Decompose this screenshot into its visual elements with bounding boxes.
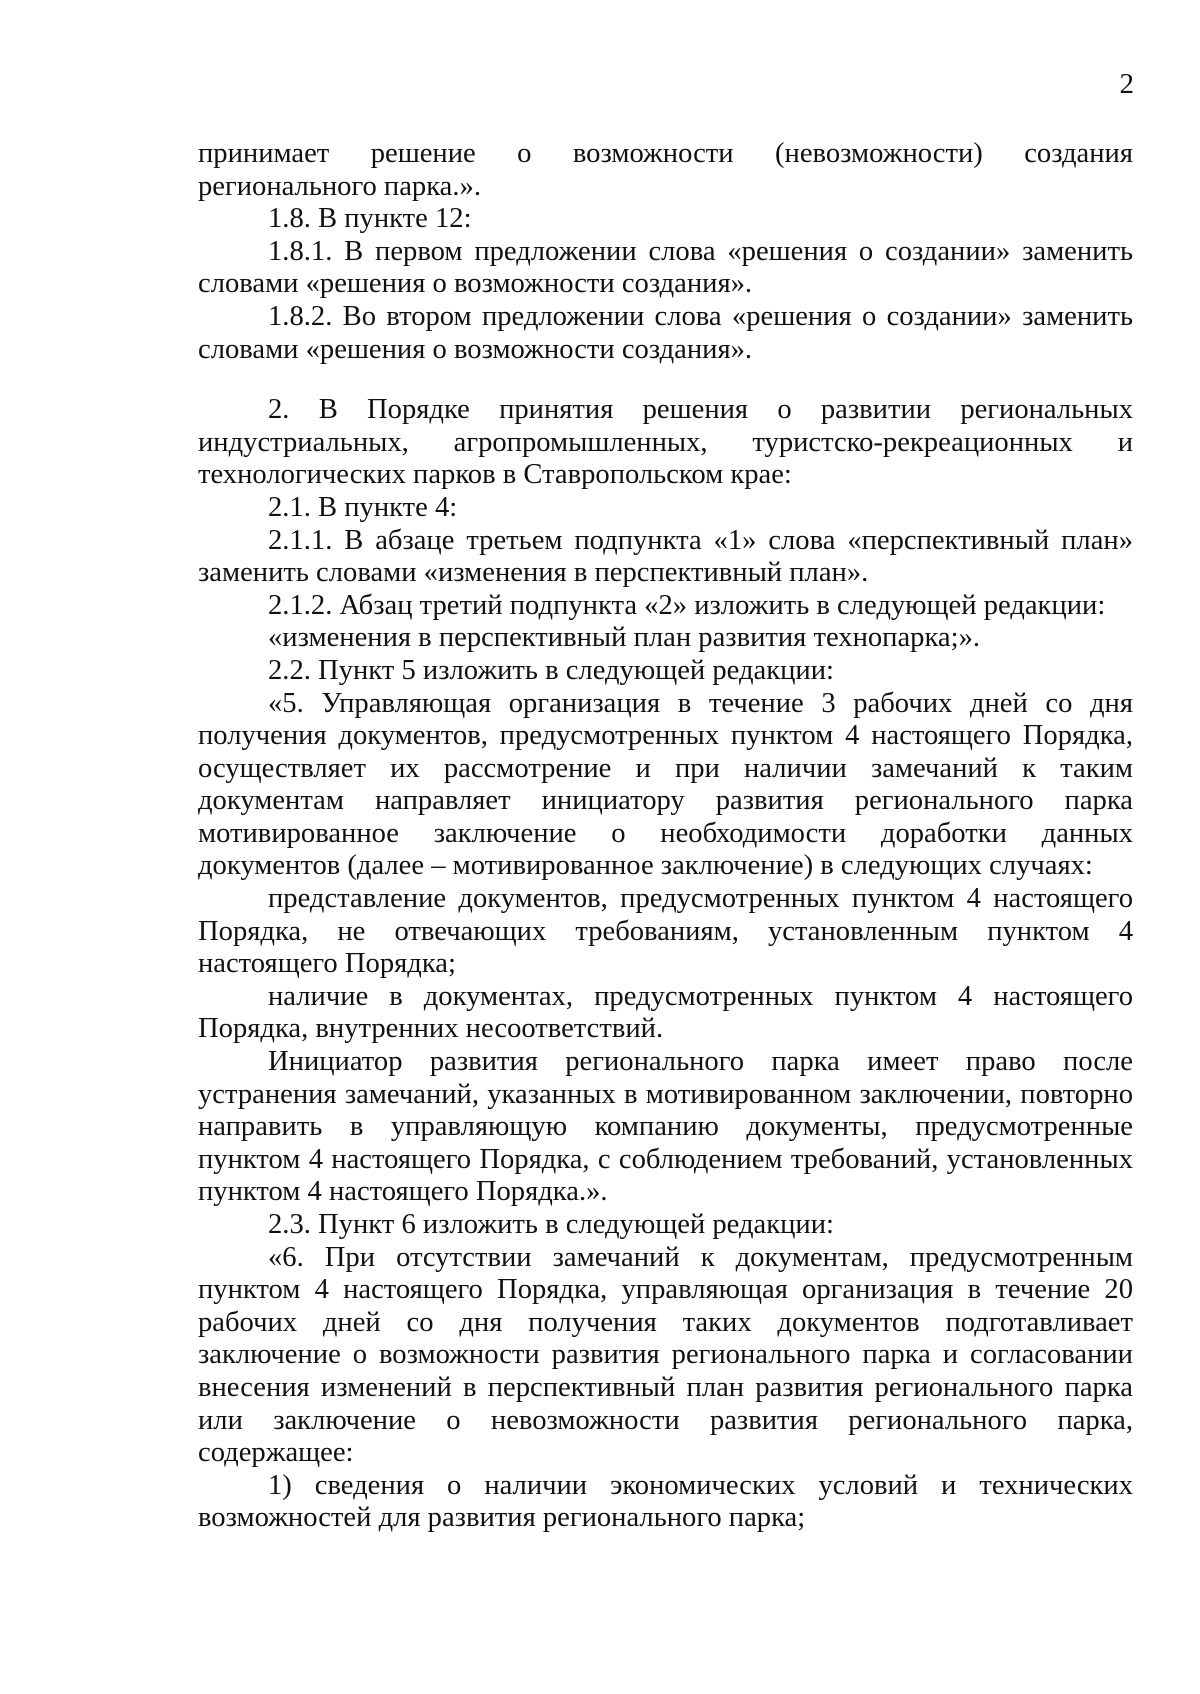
paragraph: 2. В Порядке принятия решения о развитии региональных индустриальных, агропромышленных, туристско-рекреационных и технологических парков в Ставропольском крае: (198, 394, 1133, 491)
paragraph: принимает решение о возможности (невозможности) создания регионального парка.». (198, 138, 1133, 202)
section-gap (198, 366, 1133, 394)
paragraph: 2.1.1. В абзаце третьем подпункта «1» слова «перспективный план» заменить словами «изменения в перспективный план». (198, 524, 1133, 589)
paragraph: 1.8. В пункте 12: (268, 203, 472, 235)
paragraph: «изменения в перспективный план развития технопарка;». (268, 622, 981, 654)
paragraph: 2.3. Пункт 6 изложить в следующей редакции: (268, 1209, 834, 1240)
paragraph: «6. При отсутствии замечаний к документам, предусмотренным пунктом 4 настоящего Порядка, управляющая организация в течение 20 рабочих дней со дня получения таких документов подготавливает заключение о возможности развития регионального парка и согласовании внесения изменений в перспективный план развития регионального парка или заключение о невозможности развития регионального парка, содержащее: (198, 1241, 1133, 1469)
paragraph: Инициатор развития регионального парка имеет право после устранения замечаний, указанных в мотивированном заключении, повторно направить в управляющую компанию документы, предусмотренные пунктом 4 настоящего Порядка, с соблюдением требований, установленных пунктом 4 настоящего Порядка.». (198, 1046, 1133, 1208)
paragraph: 2.1.2. Абзац третий подпункта «2» изложить в следующей редакции: (268, 589, 1106, 621)
paragraph: «5. Управляющая организация в течение 3 рабочих дней со дня получения документов, предусмотренных пунктом 4 настоящего Порядка, осуществляет их рассмотрение и при наличии замечаний к таким документам направляет инициатору развития регионального парка мотивированное заключение о необходимости доработки данных документов (далее – мотивированное заключение) в следующих случаях: (198, 687, 1133, 882)
paragraph: 1) сведения о наличии экономических условий и технических возможностей для развития регионального парка; (198, 1469, 1133, 1534)
paragraph: представление документов, предусмотренных пунктом 4 настоящего Порядка, не отвечающих требованиям, установленным пунктом 4 настоящего Порядка; (198, 883, 1133, 980)
paragraph: 2.1. В пункте 4: (268, 491, 458, 523)
paragraph: 1.8.2. Во втором предложении слова «решения о создании» заменить словами «решения о возможности создания». (198, 300, 1133, 365)
paragraph: наличие в документах, предусмотренных пунктом 4 настоящего Порядка, внутренних несоответствий. (198, 980, 1133, 1045)
paragraph: 2.2. Пункт 5 изложить в следующей редакции: (268, 654, 834, 686)
page-number: 2 (1119, 68, 1134, 100)
paragraph: 1.8.1. В первом предложении слова «решения о создании» заменить словами «решения о возможности создания». (198, 235, 1133, 300)
document-body (198, 138, 1133, 1535)
